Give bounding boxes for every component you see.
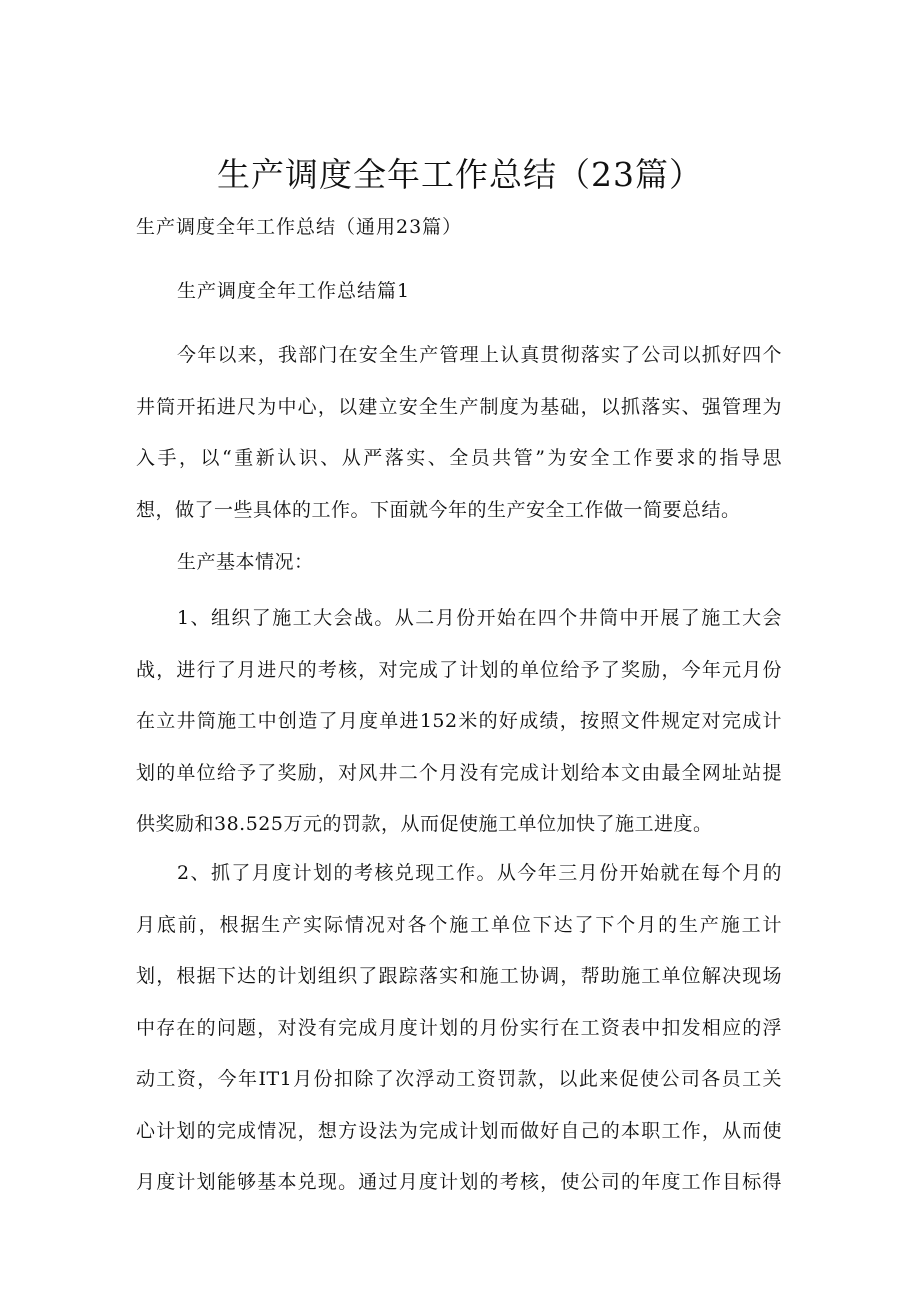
text-line: 心计划的完成情况，想方设法为完成计划而做好自己的本职工作，从而使: [136, 1119, 782, 1142]
text-line: 2、抓了月度计划的考核兑现工作。从今年三月份开始就在每个月的: [177, 862, 782, 884]
text-line: 月底前，根据生产实际情况对各个施工单位下达了下个月的生产施工计: [136, 913, 782, 936]
paragraph-intro: [136, 338, 782, 544]
paragraph-basic-situation: [136, 545, 782, 597]
text-line: 月度计划能够基本兑现。通过月度计划的考核，使公司的年度工作目标得: [136, 1171, 782, 1193]
text-line: 供奖励和38.525万元的罚款，从而促使施工单位加快了施工进度。: [136, 813, 713, 835]
text-line: 入手，以“重新认识、从严落实、全员共管”为安全工作要求的指导思: [136, 447, 782, 469]
text-line: 今年以来，我部门在安全生产管理上认真贯彻落实了公司以抓好四个: [177, 344, 782, 366]
paragraph-item-1: [136, 601, 782, 859]
text-line: 动工资，今年IT1月份扣除了次浮动工资罚款，以此来促使公司各员工关: [136, 1068, 782, 1090]
text-line: 划，根据下达的计划组织了跟踪落实和施工协调，帮助施工单位解决现场: [136, 965, 782, 987]
text-line: 划的单位给予了奖励，对风井二个月没有完成计划给本文由最全网址站提: [136, 761, 782, 784]
text-line: 井筒开拓进尺为中心，以建立安全生产制度为基础，以抓落实、强管理为: [136, 395, 782, 418]
section-heading: 生产调度全年工作总结篇1: [177, 280, 411, 302]
text-line: 战，进行了月进尺的考核，对完成了计划的单位给予了奖励，今年元月份: [136, 658, 782, 681]
document-subtitle: 生产调度全年工作总结（通用23篇）: [136, 216, 463, 238]
text-line: 生产基本情况：: [177, 551, 314, 573]
text-line: 想，做了一些具体的工作。下面就今年的生产安全工作做一简要总结。: [136, 498, 741, 521]
text-line: 中存在的问题，对没有完成月度计划的月份实行在工资表中扣发相应的浮: [136, 1016, 782, 1039]
text-line: 在立井筒施工中创造了月度单进152米的好成绩，按照文件规定对完成计: [136, 710, 782, 732]
paragraph-item-2: [136, 856, 782, 1217]
text-line: 1、组织了施工大会战。从二月份开始在四个井筒中开展了施工大会: [177, 607, 782, 629]
document-title: 生产调度全年工作总结（23篇）: [217, 155, 703, 194]
